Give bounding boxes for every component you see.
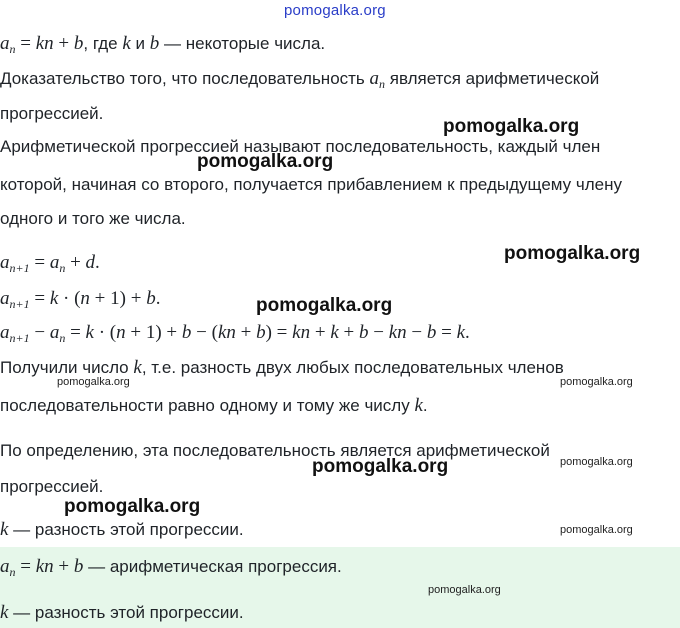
definition-line-2: которой, начиная со второго, получается прибавлением к предыдущему члену [0,175,623,194]
watermark: pomogalka.org [443,116,580,137]
seq-text: последовательности равно одному и тому же числу [0,396,410,415]
watermark: pomogalka.org [312,456,449,477]
watermark: pomogalka.org [197,151,334,172]
diff-line [0,519,244,541]
watermark: pomogalka.org [560,524,633,536]
def-line-2: прогрессией. [0,477,104,496]
answer-line-2 [0,602,244,624]
watermark: pomogalka.org [560,456,633,468]
proof-line-2: прогрессией. [0,104,104,123]
watermark: pomogalka.org [64,496,201,517]
proof-line [0,68,599,95]
intro-word: , где [83,34,118,53]
formula-an-inline: $a_n$ [369,68,386,91]
def-line-1: По определению, эта последовательность является арифметической [0,441,550,460]
watermark: pomogalka.org [256,295,393,316]
formula-line-3: $a_{n+1} - a_n = k \cdot (n + 1) + b - (kn + b)$ = kn + k + b − kn − b = k. [0,322,470,345]
got-prefix: Получили число [0,358,129,377]
formula-k: k [122,33,131,54]
proof-suffix: является арифметической [389,69,600,88]
seq-dot: . [422,396,428,415]
watermark: pomogalka.org [504,243,641,264]
answer-line-1 [0,556,342,583]
seq-line [0,395,428,417]
formula-k-2: k [133,357,142,378]
formula-an: $a_n$ = kn + b [0,33,84,56]
formula-k-4: k [0,519,9,540]
watermark-header: pomogalka.org [284,2,386,19]
formula-line-1: $a_{n+1} = a_n + d$. [0,252,100,275]
formula-line-2: $a_{n+1} = k \cdot (n + 1) + b$. [0,288,161,311]
answer-k: k [0,602,9,623]
intro-and: и [135,34,146,53]
watermark: pomogalka.org [57,376,130,388]
formula-b: b [149,33,160,54]
got-suffix: , т.е. разность двух любых последовательных членов [141,358,564,377]
answer-line-2-text: — разность этой прогрессии. [13,603,244,622]
watermark: pomogalka.org [560,376,633,388]
definition-line-1: Арифметической прогрессией называют последовательность, каждый член [0,137,601,156]
answer-formula: $a_n$ = kn + b [0,556,84,579]
formula-k-3: k [414,395,423,416]
intro-line [0,33,325,60]
intro-rest: — некоторые числа. [164,34,326,53]
definition-line-3: одного и того же числа. [0,209,186,228]
diff-text: — разность этой прогрессии. [13,520,244,539]
watermark: pomogalka.org [428,584,501,596]
answer-line-1-text: — арифметическая прогрессия. [88,557,342,576]
proof-prefix: Доказательство того, что последовательность [0,69,365,88]
